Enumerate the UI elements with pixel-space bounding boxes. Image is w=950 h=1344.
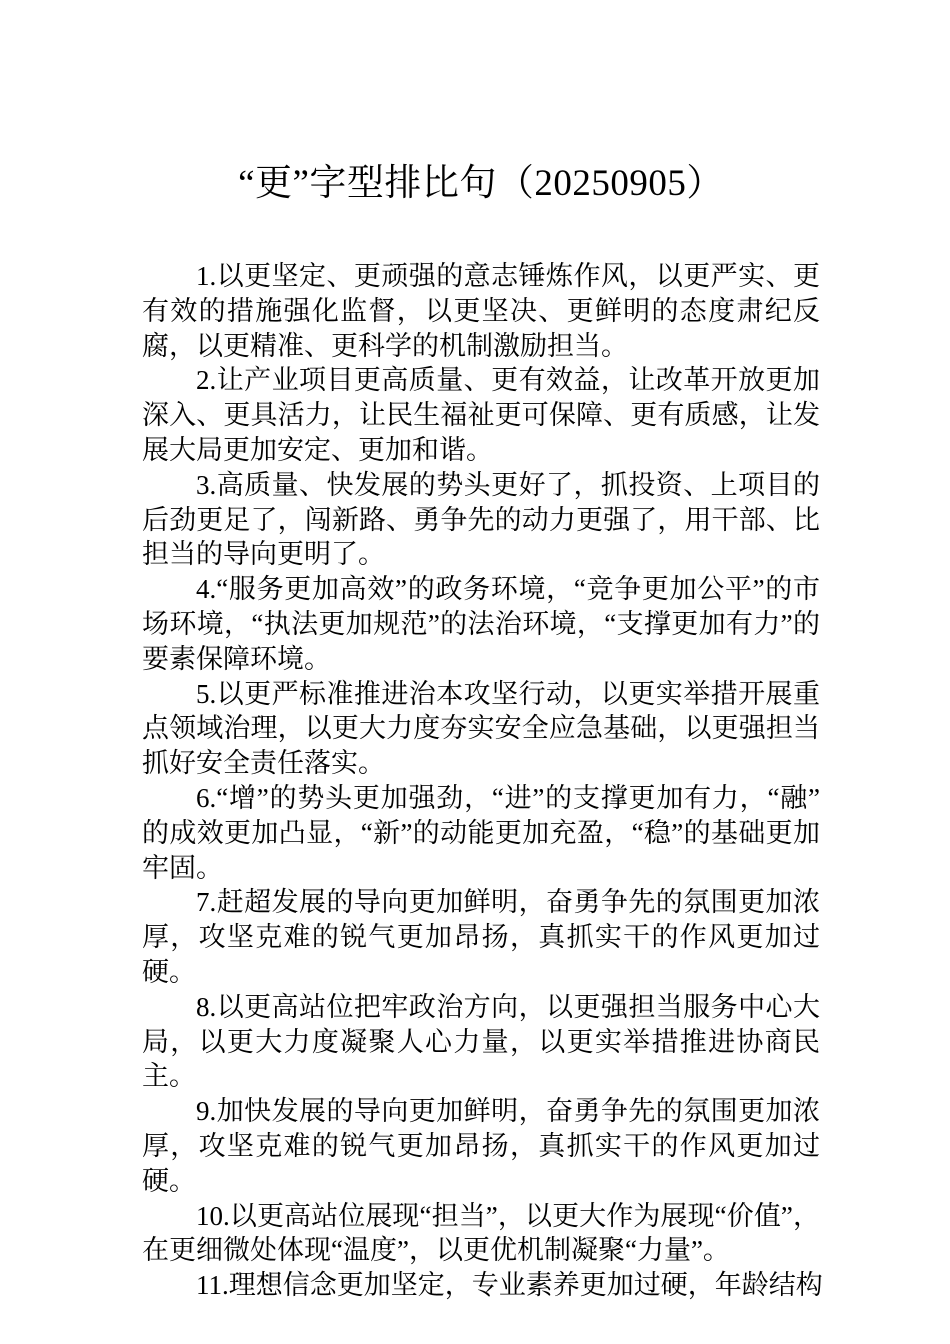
- document-title: “更”字型排比句（20250905）: [238, 163, 724, 204]
- paragraph-2: 2.让产业项目更高质量、更有效益，让改革开放更加深入、更具活力，让民生福祉更可保障、更有质感，让发展大局更加安定、更加和谐。: [142, 365, 820, 465]
- paragraph-7: 7.赶超发展的导向更加鲜明，奋勇争先的氛围更加浓厚，攻坚克难的锐气更加昂扬，真抓实干的作风更加过硬。: [142, 887, 820, 987]
- paragraph-4: 4.“服务更加高效”的政务环境，“竞争更加公平”的市场环境，“执法更加规范”的法治环境，“支撑更加有力”的要素保障环境。: [142, 574, 820, 674]
- paragraph-10: 10.以更高站位展现“担当”，以更大作为展现“价值”，在更细微处体现“温度”，以更优机制凝聚“力量”。: [142, 1200, 820, 1266]
- paragraph-11-cutoff: 11.理想信念更加坚定，专业素养更加过硬，年龄结构: [196, 1270, 823, 1301]
- paragraph-8: 8.以更高站位把牢政治方向，以更强担当服务中心大局，以更大力度凝聚人心力量，以更实举措推进协商民主。: [142, 991, 820, 1092]
- document-body: [142, 259, 823, 1303]
- paragraph-3: 3.高质量、快发展的势头更好了，抓投资、上项目的后劲更足了，闯新路、勇争先的动力更强了，用干部、比担当的导向更明了。: [142, 469, 820, 570]
- paragraph-6: 6.“增”的势头更加强劲，“进”的支撑更加有力，“融”的成效更加凸显，“新”的动能更加充盈，“稳”的基础更加牢固。: [142, 782, 820, 883]
- paragraph-5: 5.以更严标准推进治本攻坚行动，以更实举措开展重点领域治理，以更大力度夯实安全应急基础，以更强担当抓好安全责任落实。: [142, 678, 820, 779]
- paragraph-1: 1.以更坚定、更顽强的意志锤炼作风，以更严实、更有效的措施强化监督，以更坚决、更鲜明的态度肃纪反腐，以更精准、更科学的机制激励担当。: [142, 261, 820, 361]
- paragraph-9: 9.加快发展的导向更加鲜明，奋勇争先的氛围更加浓厚，攻坚克难的锐气更加昂扬，真抓实干的作风更加过硬。: [142, 1096, 820, 1196]
